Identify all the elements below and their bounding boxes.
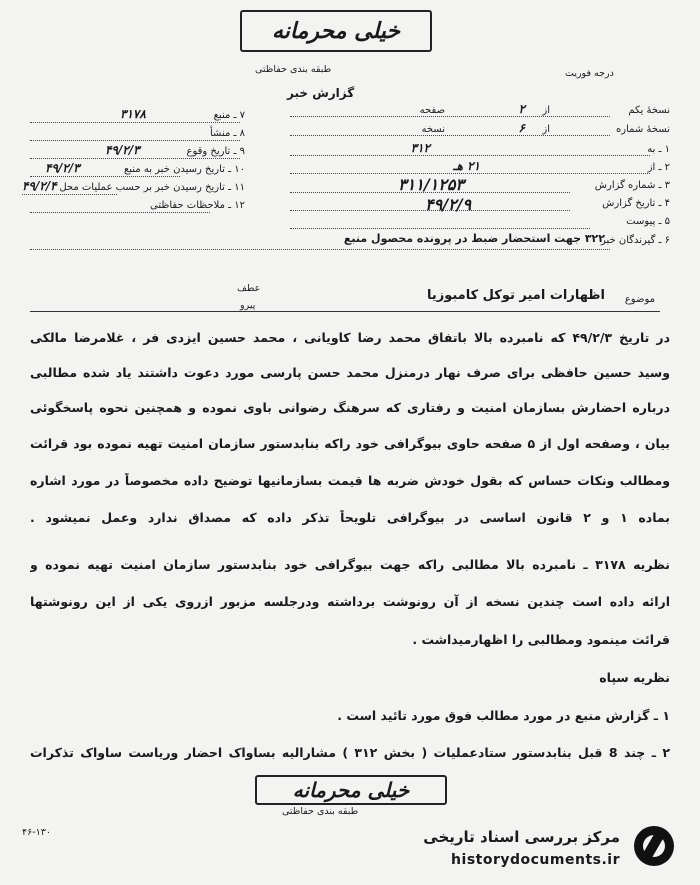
field-source-dots	[30, 122, 240, 123]
report-no-dots	[290, 192, 570, 193]
field-news-to-source-dots	[30, 176, 180, 177]
copy-number-total: ۶	[518, 121, 525, 135]
copy-number-unit: نسخه	[421, 124, 445, 135]
sepah-heading: نظریه سپاه	[599, 670, 670, 685]
urgency-label: درجه فوریت	[565, 68, 614, 79]
report-no-label: ۳ ـ شماره گزارش	[594, 180, 670, 191]
from-label: ۲ ـ از	[647, 162, 670, 173]
field-source-value: ۳۱۷۸	[120, 107, 146, 121]
recipients-dots	[30, 249, 610, 250]
top-confidential-stamp: خیلی محرمانه	[240, 10, 432, 52]
field-event-date-dots	[30, 158, 240, 159]
body-line: وسید حسین حافظی برای صرف نهار درمنزل محمد حسن پارسی مورد دعوت داشتند یاد شده مطالبی	[30, 365, 670, 380]
recipients-value: ۳۲۲ جهت استحضار ضبط در پرونده محصول منبع	[343, 232, 605, 245]
field-security-notes-dots	[30, 212, 210, 213]
bottom-confidential-stamp: خیلی محرمانه	[255, 775, 447, 805]
opinion-line: نظریه ۳۱۷۸ ـ نامبرده بالا مطالبی راکه جهت بیوگرافی خود بنابدستور سازمان امنیت تهیه نموده و	[30, 557, 670, 572]
sepah-item-2: ۲ ـ چند 8 قبل بنابدستور ستادعملیات ( بخش ۳۱۲ ) مشارالیه بساواک احضار وریاست ساواک تذکرات	[30, 745, 670, 760]
field-news-to-source-label: ۱۰ ـ تاریخ رسیدن خبر به منبع	[123, 164, 245, 175]
subject-side-top: عطف	[237, 283, 261, 294]
to-dots	[290, 155, 650, 156]
recipients-label: ۶ ـ گیرندگان خبر	[600, 235, 670, 246]
archive-logo-icon	[634, 826, 674, 866]
copy-unit: صفحه	[419, 105, 445, 116]
bottom-classification-label: طبقه بندی حفاظتی	[282, 806, 359, 817]
report-date-value: ۴۹/۲/۹	[425, 195, 472, 214]
body-line: درباره احضارش بسازمان امنیت و رفتاری که سرهنگ رضوانی باوی نموده و همچنین نحوه پاسخگوئی	[30, 400, 670, 415]
subject-rule	[30, 311, 660, 312]
to-value: ۳۱۲	[410, 141, 430, 155]
field-source-label: ۷ ـ منبع	[213, 110, 245, 121]
field-news-to-source-value: ۴۹/۲/۳	[45, 161, 80, 175]
field-event-date-value: ۴۹/۲/۳	[105, 143, 140, 157]
field-news-ops-dots	[22, 194, 117, 195]
body-line: بیان ، وصفحه اول از ۵ صفحه حاوی بیوگرافی خود راکه بنابدستور سازمان امنیت تهیه نموده بود قرائت	[30, 436, 670, 451]
report-date-dots	[290, 210, 570, 211]
top-classification-label: طبقه بندی حفاظتی	[255, 64, 332, 75]
from-value: ۲۱ هـ	[453, 159, 480, 173]
field-event-date-label: ۹ ـ تاریخ وقوع	[186, 146, 245, 157]
copy-label: نسخهٔ یکم	[628, 105, 670, 116]
subject-label: موضوع	[624, 294, 655, 305]
field-security-notes-label: ۱۲ ـ ملاحظات حفاظتی	[150, 200, 245, 211]
page-code: ۴۶-۱۳۰	[22, 827, 51, 838]
subject-value: اظهارات امیر توکل کامبوزیا	[426, 288, 605, 303]
field-origin-label: ۸ ـ منشأ	[209, 128, 245, 139]
to-label: ۱ ـ به	[647, 144, 670, 155]
attachment-label: ۵ ـ پیوست	[626, 216, 670, 227]
opinion-line: ارائه داده است چندین نسخه از آن رونوشت برداشته ودرجلسه مزبور ازروی یکی از این رونوشتها	[30, 594, 670, 609]
copy-from: از	[542, 105, 550, 116]
body-line: ومطالب ونکات حساس که بقول خودش ضربه ها قیمت بسازمانیها توضیح داده مخصوصاً در مورد اشاره	[30, 473, 670, 488]
body-line: بماده ۱ و ۲ قانون اساسی در بیوگرافی تلویحاً تذکر داده که مصداق ندارد وعمل نمیشود .	[30, 510, 670, 525]
body-line: در تاریخ ۴۹/۲/۳ که نامبرده بالا باتفاق محمد رضا کاویانی ، محمد حسین ایزدی فر ، غلامرضا مالکی	[30, 330, 670, 345]
watermark-url: historydocuments.ir	[451, 852, 620, 868]
copy-number-from: از	[542, 124, 550, 135]
copy-number-dots	[290, 135, 610, 136]
field-news-ops-label: ۱۱ ـ تاریخ رسیدن خبر بر حسب عملیات محل	[59, 182, 245, 193]
sepah-item-1: ۱ ـ گزارش منبع در مورد مطالب فوق مورد تائید است .	[337, 708, 670, 723]
document-title: گزارش خبر	[287, 86, 355, 100]
copy-count: ۲	[518, 102, 525, 116]
report-date-label: ۴ ـ تاریخ گزارش	[602, 198, 670, 209]
from-dots	[290, 173, 650, 174]
report-no-value: ۳۱۱/۱۲۵۳	[398, 175, 464, 194]
watermark-name: مرکز بررسی اسناد تاریخی	[423, 828, 620, 846]
field-origin-dots	[30, 140, 240, 141]
field-news-ops-value: ۴۹/۲/۴	[22, 179, 57, 193]
copy-dots	[290, 116, 610, 117]
copy-number-label: نسخهٔ شماره	[616, 124, 670, 135]
attachment-dots	[290, 228, 590, 229]
subject-side-bottom: پیرو	[240, 300, 256, 311]
opinion-line: قرائت مینمود ومطالبی را اظهارمیداشت .	[412, 632, 670, 647]
